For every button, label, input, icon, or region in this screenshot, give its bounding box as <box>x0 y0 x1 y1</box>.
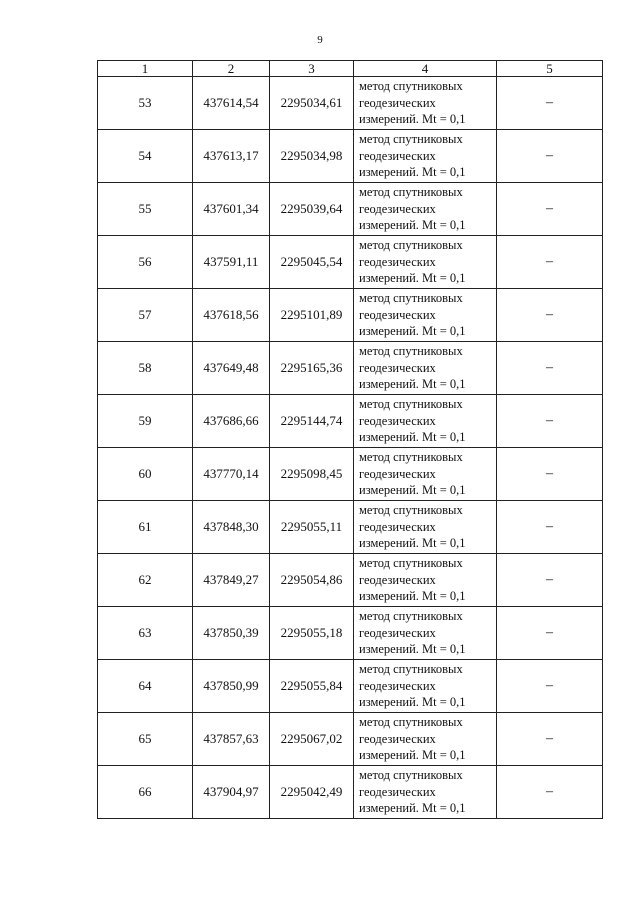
method-text-line: измерений. Mt = 0,1 <box>359 271 466 286</box>
point-number-cell: 55 <box>98 183 193 236</box>
y-coordinate-cell: 2295055,84 <box>270 660 354 713</box>
x-coordinate-cell: 437850,39 <box>193 607 270 660</box>
method-text-line: геодезических <box>359 95 436 110</box>
method-cell <box>354 607 497 660</box>
x-coordinate-cell: 437848,30 <box>193 501 270 554</box>
method-cell <box>354 501 497 554</box>
x-coordinate-cell: 437649,48 <box>193 342 270 395</box>
x-coordinate-cell: 437601,34 <box>193 183 270 236</box>
point-number-cell: 59 <box>98 395 193 448</box>
note-cell: – <box>497 713 603 766</box>
y-coordinate-cell: 2295144,74 <box>270 395 354 448</box>
method-cell <box>354 236 497 289</box>
note-cell: – <box>497 660 603 713</box>
table-row <box>98 130 603 183</box>
point-number-cell: 61 <box>98 501 193 554</box>
page-number: 9 <box>317 34 323 46</box>
note-cell: – <box>497 607 603 660</box>
note-cell: – <box>497 236 603 289</box>
method-cell <box>354 342 497 395</box>
table-row <box>98 501 603 554</box>
note-cell: – <box>497 554 603 607</box>
y-coordinate-cell: 2295042,49 <box>270 766 354 819</box>
table-row <box>98 77 603 130</box>
method-text-line: геодезических <box>359 466 436 481</box>
table-row <box>98 395 603 448</box>
y-coordinate-cell: 2295054,86 <box>270 554 354 607</box>
column-header-1: 1 <box>98 61 193 77</box>
x-coordinate-cell: 437904,97 <box>193 766 270 819</box>
y-coordinate-cell: 2295039,64 <box>270 183 354 236</box>
method-cell <box>354 660 497 713</box>
note-cell: – <box>497 130 603 183</box>
x-coordinate-cell: 437850,99 <box>193 660 270 713</box>
note-cell: – <box>497 395 603 448</box>
table-row <box>98 448 603 501</box>
point-number-cell: 56 <box>98 236 193 289</box>
x-coordinate-cell: 437618,56 <box>193 289 270 342</box>
note-cell: – <box>497 289 603 342</box>
table-row <box>98 766 603 819</box>
method-text-line: геодезических <box>359 201 436 216</box>
point-number-cell: 62 <box>98 554 193 607</box>
x-coordinate-cell: 437591,11 <box>193 236 270 289</box>
method-text-line: измерений. Mt = 0,1 <box>359 324 466 339</box>
method-text-line: измерений. Mt = 0,1 <box>359 483 466 498</box>
method-text-line: геодезических <box>359 519 436 534</box>
method-text-line: метод спутниковых <box>359 503 463 518</box>
point-number-cell: 53 <box>98 77 193 130</box>
point-number-cell: 60 <box>98 448 193 501</box>
method-text-line: измерений. Mt = 0,1 <box>359 589 466 604</box>
method-text-line: метод спутниковых <box>359 291 463 306</box>
note-cell: – <box>497 501 603 554</box>
method-text-line: измерений. Mt = 0,1 <box>359 218 466 233</box>
note-cell: – <box>497 448 603 501</box>
method-text-line: измерений. Mt = 0,1 <box>359 430 466 445</box>
x-coordinate-cell: 437613,17 <box>193 130 270 183</box>
method-text-line: геодезических <box>359 572 436 587</box>
x-coordinate-cell: 437857,63 <box>193 713 270 766</box>
method-cell <box>354 130 497 183</box>
method-text-line: метод спутниковых <box>359 185 463 200</box>
y-coordinate-cell: 2295098,45 <box>270 448 354 501</box>
method-text-line: метод спутниковых <box>359 609 463 624</box>
method-text-line: геодезических <box>359 307 436 322</box>
method-text-line: метод спутниковых <box>359 715 463 730</box>
y-coordinate-cell: 2295067,02 <box>270 713 354 766</box>
method-cell <box>354 766 497 819</box>
method-text-line: измерений. Mt = 0,1 <box>359 748 466 763</box>
column-header-4: 4 <box>354 61 497 77</box>
method-text-line: геодезических <box>359 784 436 799</box>
method-text-line: метод спутниковых <box>359 556 463 571</box>
y-coordinate-cell: 2295034,61 <box>270 77 354 130</box>
note-cell: – <box>497 766 603 819</box>
method-cell <box>354 554 497 607</box>
table-row <box>98 660 603 713</box>
method-text-line: метод спутниковых <box>359 397 463 412</box>
y-coordinate-cell: 2295055,18 <box>270 607 354 660</box>
method-text-line: измерений. Mt = 0,1 <box>359 112 466 127</box>
header-row <box>98 61 603 77</box>
x-coordinate-cell: 437849,27 <box>193 554 270 607</box>
table-row <box>98 713 603 766</box>
method-text-line: геодезических <box>359 413 436 428</box>
point-number-cell: 65 <box>98 713 193 766</box>
method-text-line: метод спутниковых <box>359 768 463 783</box>
method-text-line: измерений. Mt = 0,1 <box>359 695 466 710</box>
y-coordinate-cell: 2295101,89 <box>270 289 354 342</box>
method-text-line: геодезических <box>359 678 436 693</box>
x-coordinate-cell: 437770,14 <box>193 448 270 501</box>
method-text-line: геодезических <box>359 625 436 640</box>
method-text-line: метод спутниковых <box>359 79 463 94</box>
y-coordinate-cell: 2295055,11 <box>270 501 354 554</box>
column-header-3: 3 <box>270 61 354 77</box>
method-text-line: геодезических <box>359 360 436 375</box>
table-row <box>98 183 603 236</box>
table-row <box>98 554 603 607</box>
method-cell <box>354 183 497 236</box>
y-coordinate-cell: 2295045,54 <box>270 236 354 289</box>
method-text-line: измерений. Mt = 0,1 <box>359 536 466 551</box>
method-text-line: геодезических <box>359 731 436 746</box>
column-header-5: 5 <box>497 61 603 77</box>
table-row <box>98 236 603 289</box>
column-header-2: 2 <box>193 61 270 77</box>
method-cell <box>354 77 497 130</box>
note-cell: – <box>497 183 603 236</box>
point-number-cell: 64 <box>98 660 193 713</box>
method-text-line: измерений. Mt = 0,1 <box>359 642 466 657</box>
table-row <box>98 289 603 342</box>
method-text-line: метод спутниковых <box>359 450 463 465</box>
method-text-line: метод спутниковых <box>359 662 463 677</box>
method-text-line: метод спутниковых <box>359 238 463 253</box>
method-cell <box>354 713 497 766</box>
y-coordinate-cell: 2295165,36 <box>270 342 354 395</box>
coordinates-table <box>97 60 603 819</box>
method-text-line: измерений. Mt = 0,1 <box>359 377 466 392</box>
method-cell <box>354 289 497 342</box>
method-text-line: метод спутниковых <box>359 344 463 359</box>
note-cell: – <box>497 342 603 395</box>
point-number-cell: 58 <box>98 342 193 395</box>
method-cell <box>354 395 497 448</box>
table-body <box>98 77 603 819</box>
point-number-cell: 66 <box>98 766 193 819</box>
x-coordinate-cell: 437686,66 <box>193 395 270 448</box>
table-row <box>98 607 603 660</box>
method-text-line: измерений. Mt = 0,1 <box>359 801 466 816</box>
table-row <box>98 342 603 395</box>
y-coordinate-cell: 2295034,98 <box>270 130 354 183</box>
note-cell: – <box>497 77 603 130</box>
method-cell <box>354 448 497 501</box>
point-number-cell: 54 <box>98 130 193 183</box>
point-number-cell: 57 <box>98 289 193 342</box>
x-coordinate-cell: 437614,54 <box>193 77 270 130</box>
method-text-line: геодезических <box>359 148 436 163</box>
method-text-line: измерений. Mt = 0,1 <box>359 165 466 180</box>
point-number-cell: 63 <box>98 607 193 660</box>
method-text-line: метод спутниковых <box>359 132 463 147</box>
method-text-line: геодезических <box>359 254 436 269</box>
table-header <box>98 61 603 77</box>
